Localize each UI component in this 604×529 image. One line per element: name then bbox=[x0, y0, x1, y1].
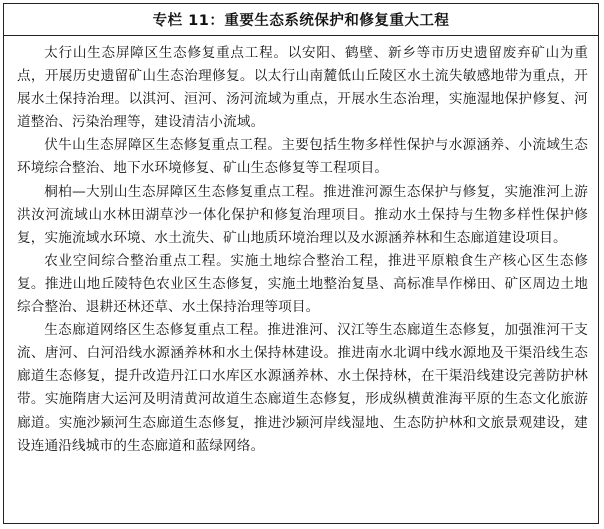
paragraph-taihang: 太行山生态屏障区生态修复重点工程。以安阳、鹤壁、新乡等市历史遗留废弃矿山为重点，开展历史遗留矿山生态治理修复。以太行山南麓低山丘陵区水土流失敏感地带为重点，开展水土保持治理。以淇河、洹河、汤河流域为重点，开展水生态治理，实施湿地保护修复、河道整治、污染治理等，建设清洁小流域。 bbox=[17, 45, 588, 131]
box-content bbox=[4, 36, 598, 458]
paragraph-funiu: 伏牛山生态屏障区生态修复重点工程。主要包括生物多样性保护与水源涵养、小流域生态环境综合整治、地下水环境修复、矿山生态修复等工程项目。 bbox=[17, 137, 588, 177]
paragraph-ecological-corridor: 生态廊道网络区生态修复重点工程。推进淮河、汉江等生态廊道生态修复，加强淮河干支流、唐河、白河沿线水源涵养林和水土保持林建设。推进南水北调中线水源地及干渠沿线生态廊道生态修复，提升改造丹江口水库区水源涵养林、水土保持林，在干渠沿线建设完善防护林带。实施隋唐大运河及明清黄河故道生态廊道生态修复，形成纵横黄淮海平原的生态文化旅游廊道。实施沙颍河生态廊道生态修复，推进沙颍河岸线湿地、生态防护林和文旅景观建设，建设连通沿线城市的生态廊道和蓝绿网络。 bbox=[17, 322, 588, 454]
paragraph-agricultural-space: 农业空间综合整治重点工程。实施土地综合整治工程，推进平原粮食生产核心区生态修复。推进山地丘陵特色农业区生态修复，实施土地整治复垦、高标准旱作梯田、矿区周边土地综合整治、退耕还林还草、水土保持治理等项目。 bbox=[17, 252, 588, 316]
feature-box bbox=[3, 3, 599, 524]
box-title: 专栏 11：重要生态系统保护和修复重大工程 bbox=[4, 4, 598, 36]
paragraph-tongbai-dabie: 桐柏—大别山生态屏障区生态修复重点工程。推进淮河源生态保护与修复，实施淮河上游洪汝河流域山水林田湖草沙一体化保护和修复治理项目。推动水土保持与生物多样性保护修复，实施流域水环境、水土流失、矿山地质环境治理以及水源涵养林和生态廊道建设项目。 bbox=[17, 183, 588, 246]
